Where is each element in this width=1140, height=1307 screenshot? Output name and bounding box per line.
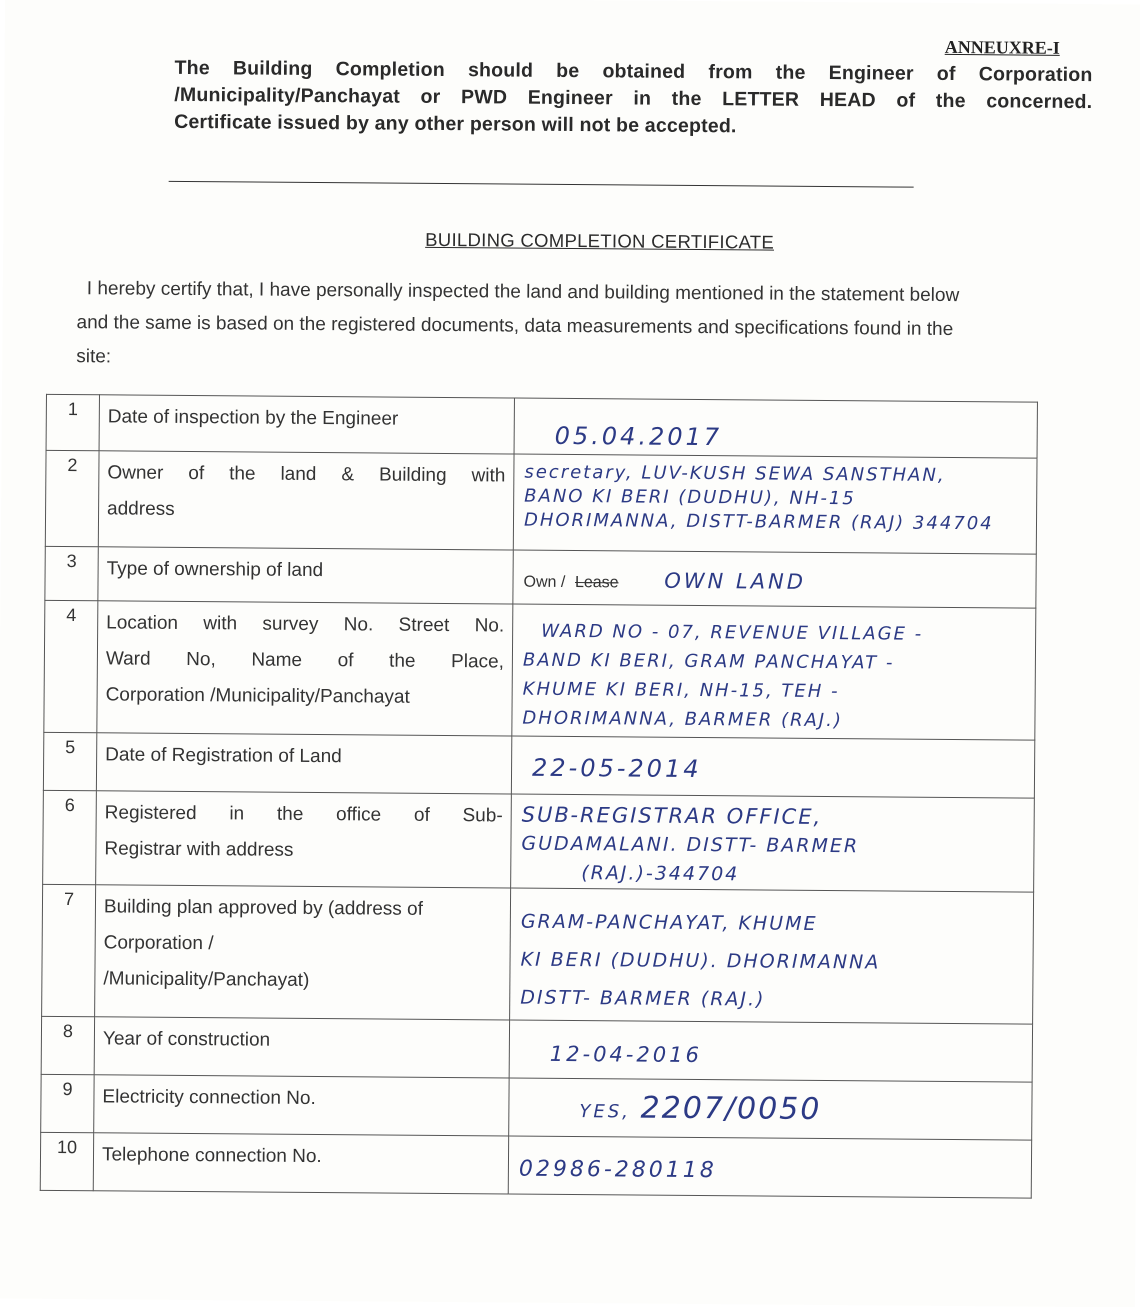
row-value-line: DHORIMANNA, DISTT-BARMER (RAJ) 344704 xyxy=(523,509,994,535)
row-value-line: BANO KI BERI (DUDHU), NH-15 xyxy=(524,485,856,510)
table-row xyxy=(42,884,1034,1024)
row-label xyxy=(97,601,513,736)
row-label-line: Type of ownership of land xyxy=(106,558,324,582)
row-value-line: BAND KI BERI, GRAM PANCHAYAT - xyxy=(522,649,895,674)
ownership-own-option: Own / xyxy=(523,573,566,591)
row-label-line: Building plan approved by (address of xyxy=(103,896,424,920)
row-value-line: 22-05-2014 xyxy=(531,753,702,784)
ownership-lease-option-struck: Lease xyxy=(574,574,619,592)
row-value xyxy=(510,888,1034,1024)
row-number: 2 xyxy=(45,450,99,546)
divider-line xyxy=(169,181,914,188)
table-row xyxy=(45,546,1036,608)
row-number: 1 xyxy=(46,394,99,450)
annexure-label: ANNEUXRE-I xyxy=(944,36,1060,58)
intro-line-2: and the same is based on the registered documents, data measurements and specifications found in the xyxy=(76,312,954,340)
row-number: 4 xyxy=(44,600,98,732)
row-label-line: Year of construction xyxy=(102,1028,271,1051)
row-value xyxy=(512,604,1036,740)
row-value-line: DISTT- BARMER (RAJ.) xyxy=(520,986,766,1011)
row-label xyxy=(98,547,513,604)
row-label xyxy=(94,1017,509,1078)
row-label-line: Ward No, Name of the Place, xyxy=(105,648,504,673)
row-value-line: (RAJ.)-344704 xyxy=(581,862,740,886)
certificate-title: BUILDING COMPLETION CERTIFICATE xyxy=(425,228,775,253)
row-label-line: Location with survey No. Street No. xyxy=(106,612,505,637)
row-value-line: WARD NO - 07, REVENUE VILLAGE - xyxy=(541,620,924,645)
row-value xyxy=(509,1078,1032,1140)
row-label xyxy=(99,395,514,454)
row-number: 8 xyxy=(41,1016,94,1074)
row-label xyxy=(93,1133,508,1194)
row-label-line: Corporation /Municipality/Panchayat xyxy=(105,684,410,708)
row-value-line: KI BERI (DUDHU). DHORIMANNA xyxy=(520,948,881,974)
intro-paragraph xyxy=(76,272,1083,382)
row-label-line: /Municipality/Panchayat) xyxy=(103,968,310,991)
row-value-line: 2207/0050 xyxy=(640,1090,822,1127)
notice-line-1: The Building Completion should be obtained from the Engineer of Corporation xyxy=(174,56,1093,87)
row-value xyxy=(511,736,1034,798)
row-value-line: 05.04.2017 xyxy=(554,421,723,452)
table-row xyxy=(41,1074,1032,1140)
intro-line-3: site: xyxy=(76,346,112,368)
row-label-line: Corporation / xyxy=(103,932,214,955)
row-label-line: address xyxy=(107,498,175,520)
row-value-line: DHORIMANNA, BARMER (RAJ.) xyxy=(522,707,843,732)
row-number: 9 xyxy=(41,1074,94,1132)
table-row xyxy=(41,1016,1032,1082)
table-row xyxy=(44,600,1036,740)
intro-line-1: I hereby certify that, I have personally inspected the land and building mentioned in the statement below xyxy=(86,278,960,307)
table-row xyxy=(46,394,1037,458)
row-label xyxy=(94,1075,509,1136)
row-label-line: Registered in the office of Sub- xyxy=(104,802,503,827)
row-value-line: GRAM-PANCHAYAT, KHUME xyxy=(520,910,818,935)
table-row xyxy=(40,1132,1031,1198)
row-value-line: OWN LAND xyxy=(664,568,807,594)
row-value xyxy=(513,550,1036,608)
row-value-line: secretary, LUV-KUSH SEWA SANSTHAN, xyxy=(524,461,946,486)
row-number: 10 xyxy=(40,1132,93,1190)
row-value xyxy=(514,398,1037,458)
row-value xyxy=(513,454,1037,554)
row-number: 5 xyxy=(43,732,96,790)
row-value-line: GUDAMALANI. DISTT- BARMER xyxy=(521,832,860,858)
row-label xyxy=(96,791,512,888)
row-value-line: 02986-280118 xyxy=(518,1156,717,1184)
row-value-line: KHUME KI BERI, NH-15, TEH - xyxy=(522,678,840,703)
row-label-line: Telephone connection No. xyxy=(101,1144,322,1168)
notice-paragraph xyxy=(174,55,1093,143)
row-value xyxy=(511,794,1035,892)
table-row xyxy=(45,450,1037,554)
row-value-line: SUB-REGISTRAR OFFICE, xyxy=(521,802,823,829)
row-number: 7 xyxy=(42,884,96,1016)
row-label-line: Registrar with address xyxy=(104,838,294,861)
row-number: 6 xyxy=(43,790,97,884)
row-label-line: Date of Registration of Land xyxy=(105,744,342,768)
row-value xyxy=(508,1136,1031,1198)
row-value-line: 12-04-2016 xyxy=(549,1041,702,1068)
row-value xyxy=(509,1020,1032,1082)
table-row xyxy=(43,732,1034,798)
table-row xyxy=(43,790,1035,892)
notice-line-2: /Municipality/Panchayat or PWD Engineer in the LETTER HEAD of the concerned. xyxy=(174,83,1093,114)
row-label-line: Date of inspection by the Engineer xyxy=(107,406,399,430)
electricity-yes-text: YES, xyxy=(579,1101,631,1123)
row-label xyxy=(95,885,511,1020)
row-label-line: Electricity connection No. xyxy=(102,1086,316,1110)
certificate-table xyxy=(40,394,1038,1199)
notice-line-3: Certificate issued by any other person will not be accepted. xyxy=(174,110,737,138)
row-label-line: Owner of the land & Building with xyxy=(107,462,506,487)
row-label xyxy=(98,451,514,550)
row-label xyxy=(96,733,511,794)
row-number: 3 xyxy=(45,546,98,600)
